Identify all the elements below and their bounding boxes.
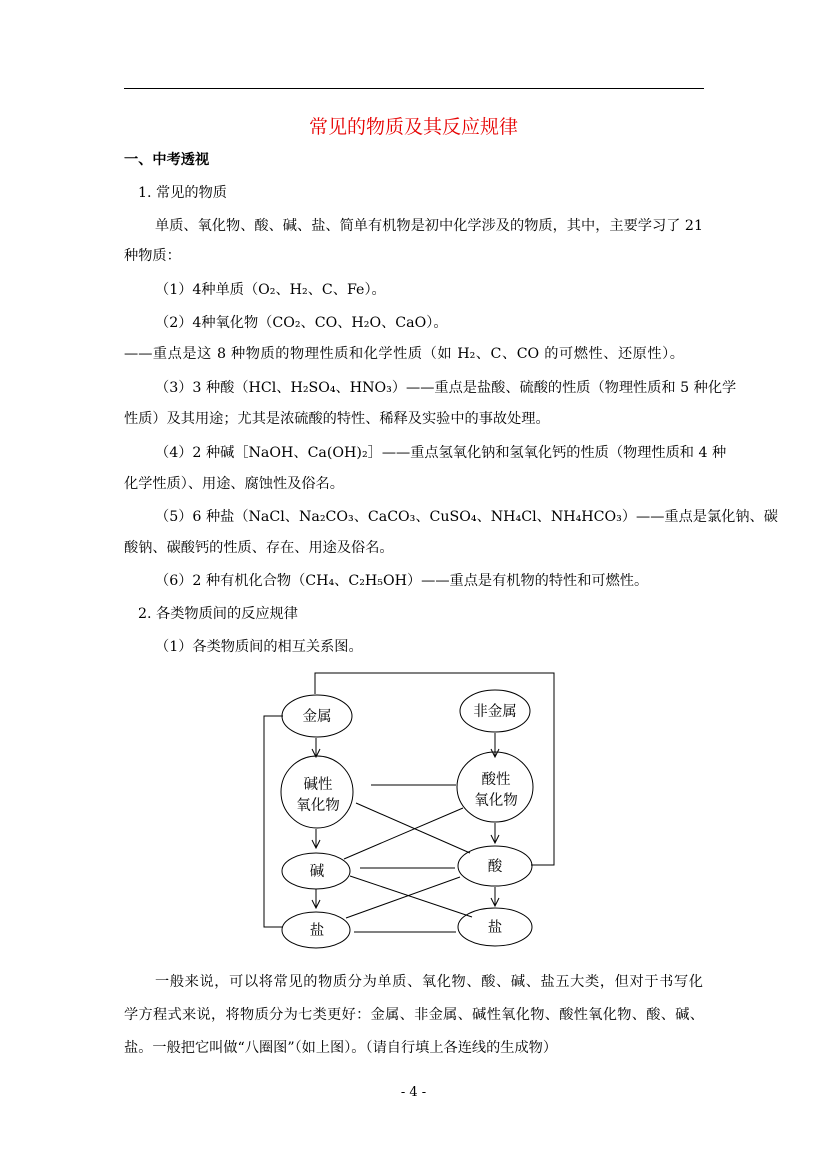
- label-base: 碱: [309, 864, 325, 880]
- list-item: （4）2 种碱［NaOH、Ca(OH)₂］——重点氢氧化钠和氢氧化钙的性质（物理性质和 4 种: [155, 445, 727, 461]
- list-item: （1）4种单质（O₂、H₂、C、Fe）。: [155, 282, 386, 298]
- loop-line-right: [315, 673, 554, 865]
- label-acid: 酸: [487, 859, 503, 875]
- body-paragraph: 一般来说，可以将常见的物质分为单质、氧化物、酸、碱、盐五大类，但对于书写化: [155, 974, 703, 990]
- intro-text-cont: 种物质：: [124, 248, 181, 264]
- label-salt-left: 盐: [309, 923, 325, 939]
- list-item: （2）4种氧化物（CO₂、CO、H₂O、CaO）。: [155, 315, 448, 331]
- label-acidic-oxide-2: 氧化物: [474, 793, 518, 809]
- list-item: （1）各类物质间的相互关系图。: [155, 639, 363, 655]
- page-number: - 4 -: [400, 1085, 427, 1100]
- label-salt-right: 盐: [487, 920, 503, 936]
- label-basic-oxide-1: 碱性: [303, 777, 333, 793]
- subsection-heading: 2. 各类物质间的反应规律: [138, 606, 298, 622]
- list-item-cont: 性质）及其用途；尤其是浓硫酸的特性、稀释及实验中的事故处理。: [124, 411, 550, 427]
- list-item-cont: 化学性质）、用途、腐蚀性及俗名。: [124, 476, 344, 492]
- intro-text: 单质、氧化物、酸、碱、盐、简单有机物是初中化学涉及的物质，其中，主要学习了 21: [155, 218, 703, 234]
- label-basic-oxide-2: 氧化物: [296, 798, 340, 814]
- body-paragraph-cont: 学方程式来说，将物质分为七类更好：金属、非金属、碱性氧化物、酸性氧化物、酸、碱、: [124, 1007, 704, 1023]
- list-item-cont: 酸钠、碳酸钙的性质、存在、用途及俗名。: [124, 540, 394, 556]
- label-metal: 金属: [302, 709, 332, 725]
- link-basic-oxide-acid: [356, 803, 470, 853]
- list-item: （3）3 种酸（HCl、H₂SO₄、HNO₃）——重点是盐酸、硫酸的性质（物理性质和 5 种化学: [155, 380, 737, 396]
- link-acidic-oxide-base: [344, 808, 463, 859]
- loop-line-left: [264, 716, 283, 927]
- label-acidic-oxide-1: 酸性: [481, 772, 511, 788]
- page-title: 常见的物质及其反应规律: [308, 116, 518, 138]
- link-acid-salt-left: [346, 877, 460, 918]
- label-nonmetal: 非金属: [473, 704, 517, 720]
- list-item: （5）6 种盐（NaCl、Na₂CO₃、CaCO₃、CuSO₄、NH₄Cl、NH₄HCO₃）——重点是氯化钠、碳: [155, 509, 778, 525]
- subsection-heading: 1. 常见的物质: [138, 185, 227, 201]
- note-text: ——重点是这 8 种物质的物理性质和化学性质（如 H₂、C、CO 的可燃性、还原性）。: [124, 346, 684, 362]
- list-item: （6）2 种有机化合物（CH₄、C₂H₅OH）——重点是有机物的特性和可燃性。: [155, 573, 649, 589]
- link-base-salt-right: [350, 876, 472, 917]
- body-paragraph-end: 盐。一般把它叫做“八圈图”（如上图）。（请自行填上各连线的生成物）: [124, 1040, 558, 1056]
- section-heading: 一、中考透视: [124, 152, 210, 168]
